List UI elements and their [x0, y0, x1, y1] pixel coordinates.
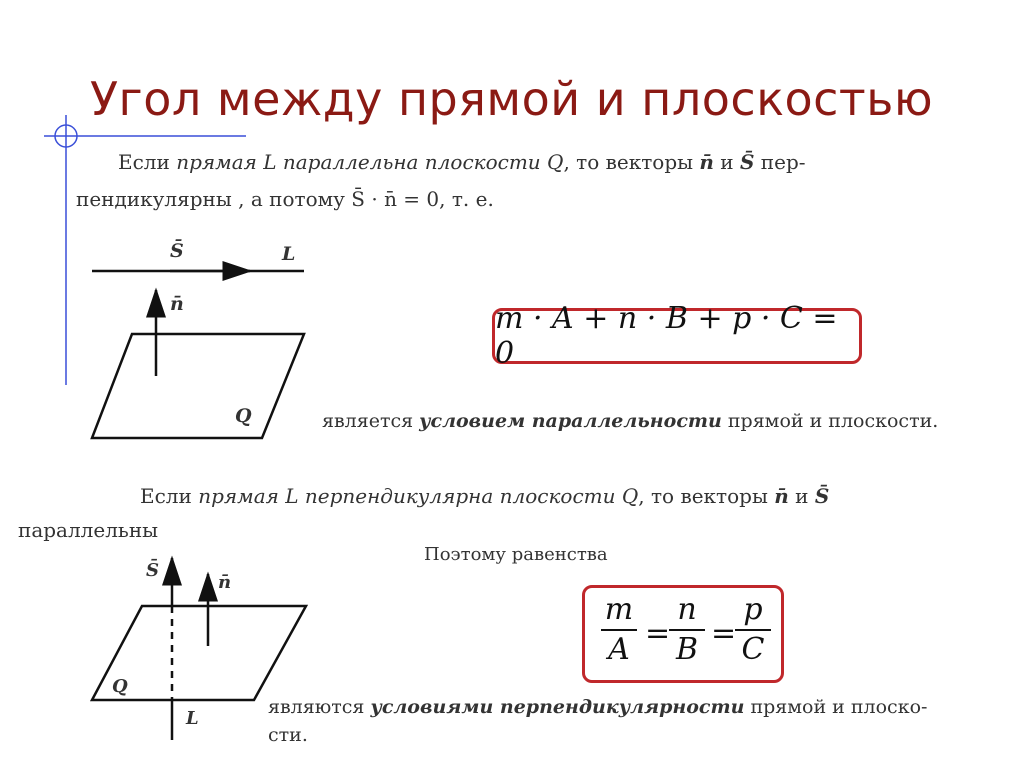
d1-label-l: L: [282, 243, 296, 265]
section2-caption: [268, 696, 927, 718]
s2-caption-c: прямой и плоско-: [744, 696, 928, 718]
fraction-m-A: [599, 594, 639, 666]
s1-text-a: Если: [118, 150, 177, 174]
page-title: Угол между прямой и плоскостью: [90, 72, 934, 126]
section1-line2: пендикулярны , а потому S̄ · n̄ = 0, т. е.: [76, 187, 494, 211]
s1-caption-b: условием параллельности: [419, 410, 722, 432]
fraction-den: A: [608, 632, 630, 667]
s2-vec-n: n̄: [774, 484, 789, 508]
s1-vec-n: n̄: [699, 150, 714, 174]
equals-sign-2: =: [711, 616, 737, 651]
equals-sign-1: =: [645, 616, 671, 651]
d2-label-q: Q: [112, 676, 128, 697]
s2-text-b: прямая L перпендикулярна плоскости Q: [198, 484, 639, 508]
perpendicular-formula-box: [582, 585, 784, 683]
d2-label-n: n̄: [218, 572, 232, 593]
d1-label-q: Q: [235, 405, 252, 427]
d2-label-l: L: [186, 708, 199, 729]
fraction-n-B: [667, 594, 707, 666]
s2-caption-b: условиями перпендикулярности: [370, 696, 745, 718]
s1-text-d: пер-: [754, 150, 806, 174]
s1-text-b: прямая L параллельна плоскости Q: [176, 150, 564, 174]
s1-caption-a: является: [322, 410, 420, 432]
s1-caption-c: прямой и плоскости.: [721, 410, 939, 432]
d1-label-s: S̄: [170, 240, 184, 262]
s2-text-c: , то векторы: [638, 484, 775, 508]
s1-and: и: [713, 150, 740, 174]
section2-line2: параллельны: [18, 518, 159, 542]
s2-caption-a: являются: [268, 696, 371, 718]
s2-and: и: [788, 484, 815, 508]
fraction-num: m: [604, 592, 634, 627]
s2-text-a: Если: [140, 484, 199, 508]
d2-label-s: S̄: [146, 560, 159, 581]
fraction-den: C: [741, 632, 765, 667]
fraction-num: n: [677, 592, 697, 627]
s2-vec-s: S̄: [814, 484, 830, 508]
s1-vec-s: S̄: [740, 150, 755, 174]
therefore-text: Поэтому равенства: [424, 544, 608, 565]
section2-caption-end: сти.: [268, 724, 308, 746]
fraction-p-C: [733, 594, 773, 666]
fraction-num: p: [743, 592, 763, 627]
fraction-den: B: [675, 632, 699, 667]
parallel-formula: m · A + n · B + p · C = 0: [495, 301, 838, 371]
d1-label-n: n̄: [170, 293, 184, 315]
s1-text-c: , то векторы: [563, 150, 700, 174]
